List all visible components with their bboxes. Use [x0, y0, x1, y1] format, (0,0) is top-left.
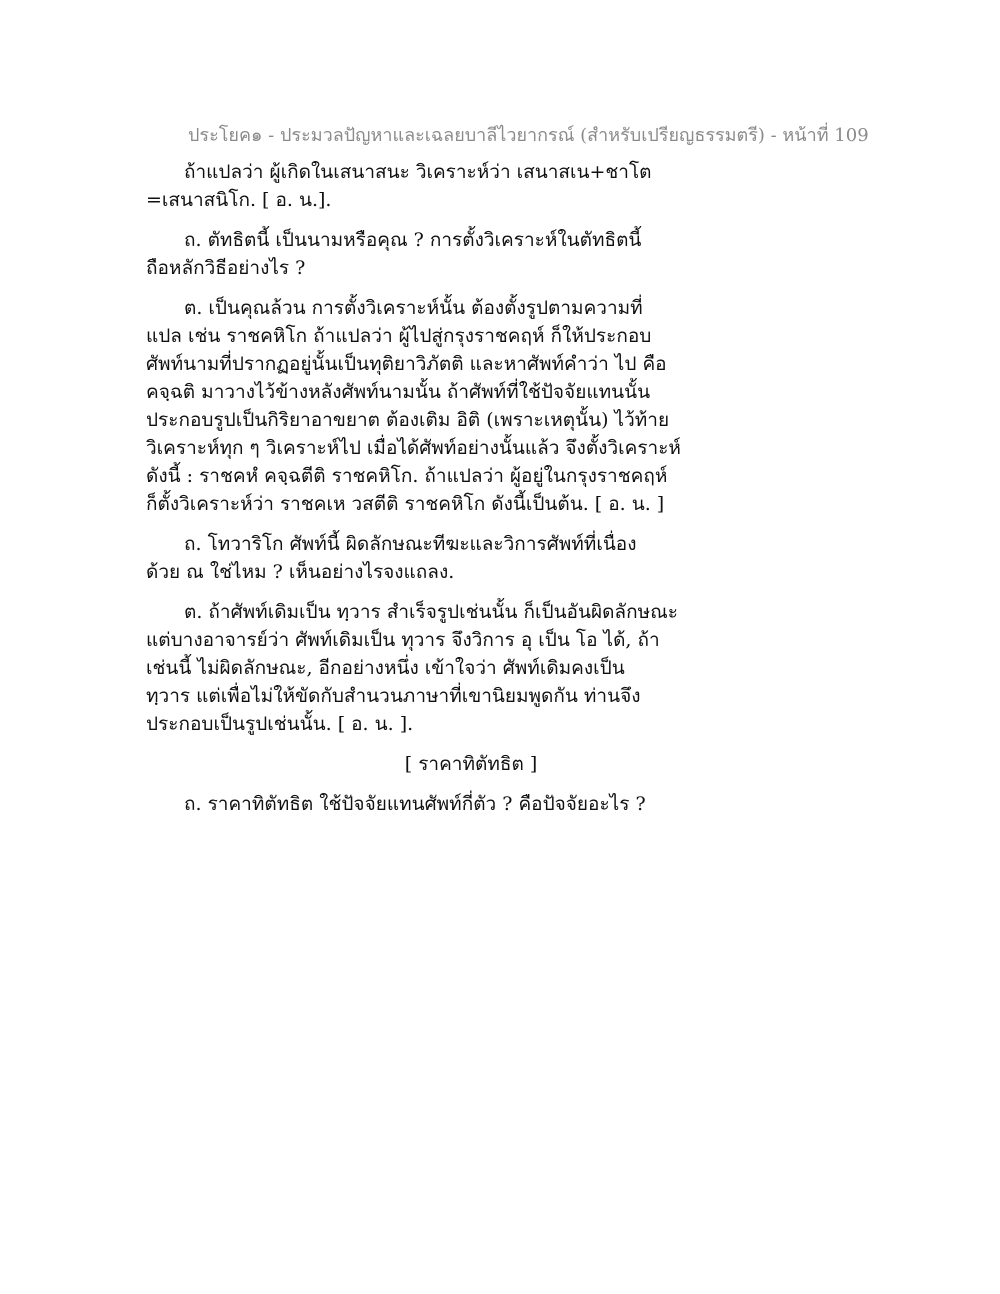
text-line: =เสนาสนิโก. [ อ. น.]. — [146, 189, 332, 211]
answer-line: ต. ถ้าศัพท์เดิมเป็น ทฺวาร สำเร็จรูปเช่นนั้น ก็เป็นอันผิดลักษณะ — [184, 601, 678, 623]
question-line: ถ. โทวาริโก ศัพท์นี้ ผิดลักษณะทีฆะและวิการศัพท์ที่เนื่อง — [184, 533, 637, 555]
text-line: ถ้าแปลว่า ผู้เกิดในเสนาสนะ วิเคราะห์ว่า เสนาสเน+ชาโต — [184, 161, 652, 183]
section-heading: [ ราคาทิตัทธิต ] — [404, 753, 538, 775]
question-line: ถ. ราคาทิตัทธิต ใช้ปัจจัยแทนศัพท์กี่ตัว ? คือปัจจัยอะไร ? — [184, 793, 646, 815]
text-line: ประกอบรูปเป็นกิริยาอาขยาต ต้องเติม อิติ (เพราะเหตุนั้น) ไว้ท้าย — [146, 409, 670, 431]
answer-line: ต. เป็นคุณล้วน การตั้งวิเคราะห์นั้น ต้องตั้งรูปตามความที่ — [184, 297, 643, 319]
running-header: ประโยค๑ - ประมวลปัญหาและเฉลยบาลีไวยากรณ์ (สำหรับเปรียญธรรมตรี) - หน้าที่ 109 — [188, 125, 869, 146]
text-line: ทฺวาร แต่เพื่อไม่ให้ขัดกับสำนวนภาษาที่เขานิยมพูดกัน ท่านจึง — [146, 685, 641, 707]
text-line: ดังนี้ : ราชคหํ คจฺฉตีติ ราชคหิโก. ถ้าแปลว่า ผู้อยู่ในกรุงราชคฤห์ — [146, 465, 668, 487]
body-text — [146, 158, 706, 818]
text-line: คจฺฉติ มาวางไว้ข้างหลังศัพท์นามนั้น ถ้าศัพท์ที่ใช้ปัจจัยแทนนั้น — [146, 381, 651, 403]
text-line: ถือหลักวิธีอย่างไร ? — [146, 257, 306, 279]
text-line: แปล เช่น ราชคหิโก ถ้าแปลว่า ผู้ไปสู่กรุงราชคฤห์ ก็ให้ประกอบ — [146, 325, 652, 347]
text-line: ประกอบเป็นรูปเช่นนั้น. [ อ. น. ]. — [146, 713, 414, 735]
text-line: วิเคราะห์ทุก ๆ วิเคราะห์ไป เมื่อได้ศัพท์อย่างนั้นแล้ว จึงตั้งวิเคราะห์ — [146, 437, 681, 459]
text-line: ศัพท์นามที่ปรากฏอยู่นั้นเป็นทุติยาวิภัตติ และหาศัพท์คำว่า ไป คือ — [146, 353, 667, 375]
text-line: ก็ตั้งวิเคราะห์ว่า ราชคเห วสตีติ ราชคหิโก ดังนี้เป็นต้น. [ อ. น. ] — [146, 493, 665, 515]
question-line: ถ. ตัทธิตนี้ เป็นนามหรือคุณ ? การตั้งวิเคราะห์ในตัทธิตนี้ — [184, 229, 642, 251]
text-line: ด้วย ณ ใช่ไหม ? เห็นอย่างไรจงแถลง. — [146, 561, 455, 583]
text-line: เช่นนี้ ไม่ผิดลักษณะ, อีกอย่างหนึ่ง เข้าใจว่า ศัพท์เดิมคงเป็น — [146, 657, 625, 679]
text-line: แต่บางอาจารย์ว่า ศัพท์เดิมเป็น ทุวาร จึงวิการ อุ เป็น โอ ได้, ถ้า — [146, 629, 660, 651]
